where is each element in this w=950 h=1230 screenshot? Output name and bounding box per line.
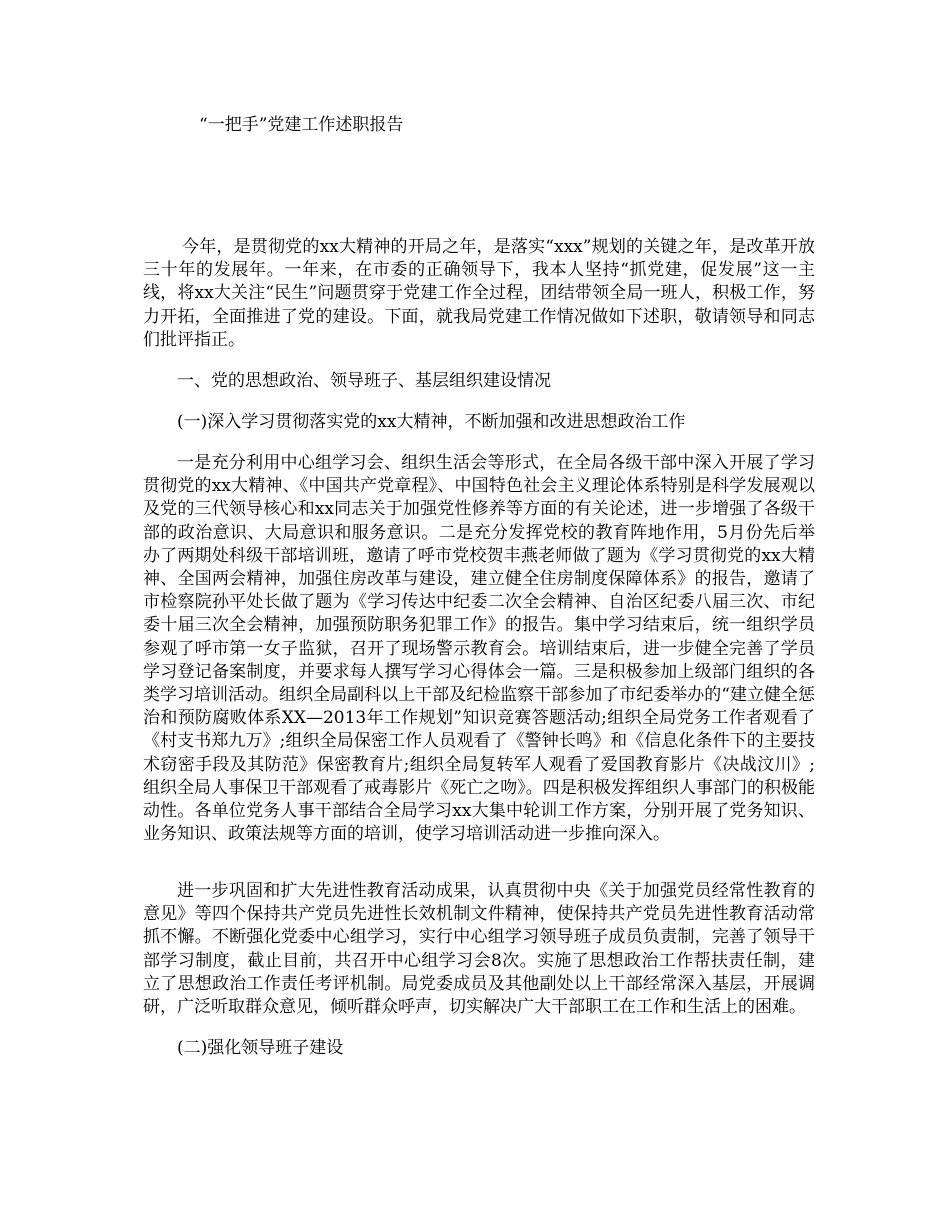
section-heading: 一、党的思想政治、领导班子、基层组织建设情况 [177,371,551,391]
paragraph-block [143,880,815,1019]
document-title: “一把手”党建工作述职报告 [199,115,404,135]
body-paragraph: 进一步巩固和扩大先进性教育活动成果，认真贯彻中央《关于加强党员经常性教育的意见》等四个保持共产党员先进性长效机制文件精神，使保持共产党员先进性教育活动常抓不懈。不断强化党委中心组学习，实行中心组学习领导班子成员负责制，完善了领导干部学习制度，截止目前，共召开中心组学习会8次。实施了思想政治工作帮扶责任制，建立了思想政治工作责任考评机制。局党委成员及其他副处以上干部经常深入基层，开展调研，广泛听取群众意见，倾听群众呼声，切实解决广大干部职工在工作和生活上的困难。 [143,881,815,1018]
paragraph-block [143,452,815,846]
subsection-heading: (二)强化领导班子建设 [177,1038,344,1058]
body-paragraph: 一是充分利用中心组学习会、组织生活会等形式，在全局各级干部中深入开展了学习贯彻党的xx大精神、《中国共产党章程》、中国特色社会主义理论体系特别是科学发展观以及党的三代领导核心和xx同志关于加强党性修养等方面的有关论述，进一步增强了各级干部的政治意识、大局意识和服务意识。二是充分发挥党校的教育阵地作用，5月份先后举办了两期处科级干部培训班，邀请了呼市党校贺丰燕老师做了题为《学习贯彻党的xx大精神、全国两会精神，加强住房改革与建设，建立健全住房制度保障体系》的报告，邀请了市检察院孙平处长做了题为《学习传达中纪委二次全会精神、自治区纪委八届三次、市纪委十届三次全会精神，加强预防职务犯罪工作》的报告。集中学习结束后，统一组织学员参观了呼市第一女子监狱，召开了现场警示教育会。培训结束后，进一步健全完善了学员学习登记备案制度，并要求每人撰写学习心得体会一篇。三是积极参加上级部门组织的各类学习培训活动。组织全局副科以上干部及纪检监察干部参加了市纪委举办的“建立健全惩治和预防腐败体系XX—2013年工作规划”知识竞赛答题活动;组织全局党务工作者观看了《村支书郑九万》;组织全局保密工作人员观看了《警钟长鸣》和《信息化条件下的主要技术窃密手段及其防范》保密教育片;组织全局复转军人观看了爱国教育影片《决战汶川》;组织全局人事保卫干部观看了戒毒影片《死亡之吻》。四是积极发挥组织人事部门的积极能动性。各单位党务人事干部结合全局学习xx大集中轮训工作方案，分别开展了党务知识、业务知识、政策法规等方面的培训，使学习培训活动进一步推向深入。 [143,453,815,845]
intro-block [143,236,815,352]
intro-paragraph: 今年，是贯彻党的xx大精神的开局之年，是落实“xxx”规划的关键之年，是改革开放三十年的发展年。一年来，在市委的正确领导下，我本人坚持“抓党建，促发展”这一主线，将xx大关注“民生”问题贯穿于党建工作全过程，团结带领全局一班人，积极工作，努力开拓，全面推进了党的建设。下面，就我局党建工作情况做如下述职，敬请领导和同志们批评指正。 [143,237,815,350]
subsection-heading: (一)深入学习贯彻落实党的xx大精神，不断加强和改进思想政治工作 [177,412,686,432]
